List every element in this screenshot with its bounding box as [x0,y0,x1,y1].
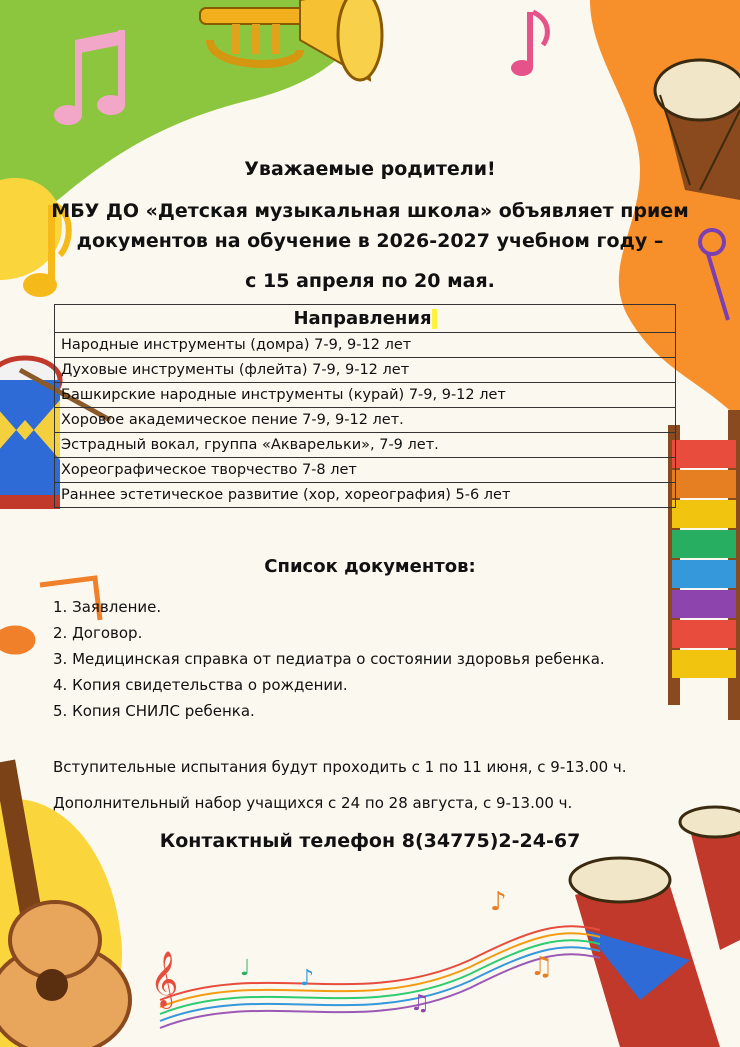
svg-text:♫: ♫ [410,991,430,1016]
greeting-heading: Уважаемые родители! [244,158,496,180]
direction-item: Эстрадный вокал, группа «Акварельки», 7-9 лет. [55,433,676,458]
svg-text:♩: ♩ [240,956,251,981]
documents-title: Список документов: [264,556,476,577]
table-row [55,433,676,458]
direction-item: Духовые инструменты (флейта) 7-9, 9-12 лет [55,358,676,383]
treble-clef-icon: 𝄞 [150,951,179,1007]
admission-dates: с 15 апреля по 20 мая. [245,270,495,292]
svg-text:♫: ♫ [530,952,554,982]
table-row [55,333,676,358]
list-item: 5. Копия СНИЛС ребенка. [53,702,255,720]
svg-text:♪: ♪ [300,966,315,991]
direction-item: Хореографическое творчество 7-8 лет [55,458,676,483]
directions-header-row [55,305,676,333]
directions-title [55,305,676,333]
list-item: 1. Заявление. [53,598,162,616]
direction-item: Хоровое академическое пение 7-9, 9-12 лет. [55,408,676,433]
announcement-line-1: МБУ ДО «Детская музыкальная школа» объявляет прием [51,200,689,222]
directions-title-text: Направления [293,307,432,329]
table-row [55,383,676,408]
list-item: 4. Копия свидетельства о рождении. [53,676,348,694]
direction-item: Раннее эстетическое развитие (хор, хореография) 5-6 лет [55,483,676,508]
table-row [55,408,676,433]
additional-enrollment-note: Дополнительный набор учащихся с 24 по 28 августа, с 9-13.00 ч. [53,794,573,812]
announcement-line-2: документов на обучение в 2026-2027 учебном году – [76,230,664,252]
list-item: 3. Медицинская справка от педиатра о состоянии здоровья ребенка. [53,650,605,668]
list-item: 2. Договор. [53,624,143,642]
direction-item: Башкирские народные инструменты (курай) 7-9, 9-12 лет [55,383,676,408]
table-row [55,358,676,383]
table-row [55,458,676,483]
entrance-exams-note: Вступительные испытания будут проходить с 1 по 11 июня, с 9-13.00 ч. [53,758,627,776]
table-row [55,483,676,508]
direction-item: Народные инструменты (домра) 7-9, 9-12 лет [55,333,676,358]
text-highlight-mark [432,309,437,329]
contact-phone: Контактный телефон 8(34775)2-24-67 [159,830,581,852]
directions-table [54,304,676,508]
documents-list [53,594,605,724]
svg-text:♪: ♪ [490,887,507,917]
